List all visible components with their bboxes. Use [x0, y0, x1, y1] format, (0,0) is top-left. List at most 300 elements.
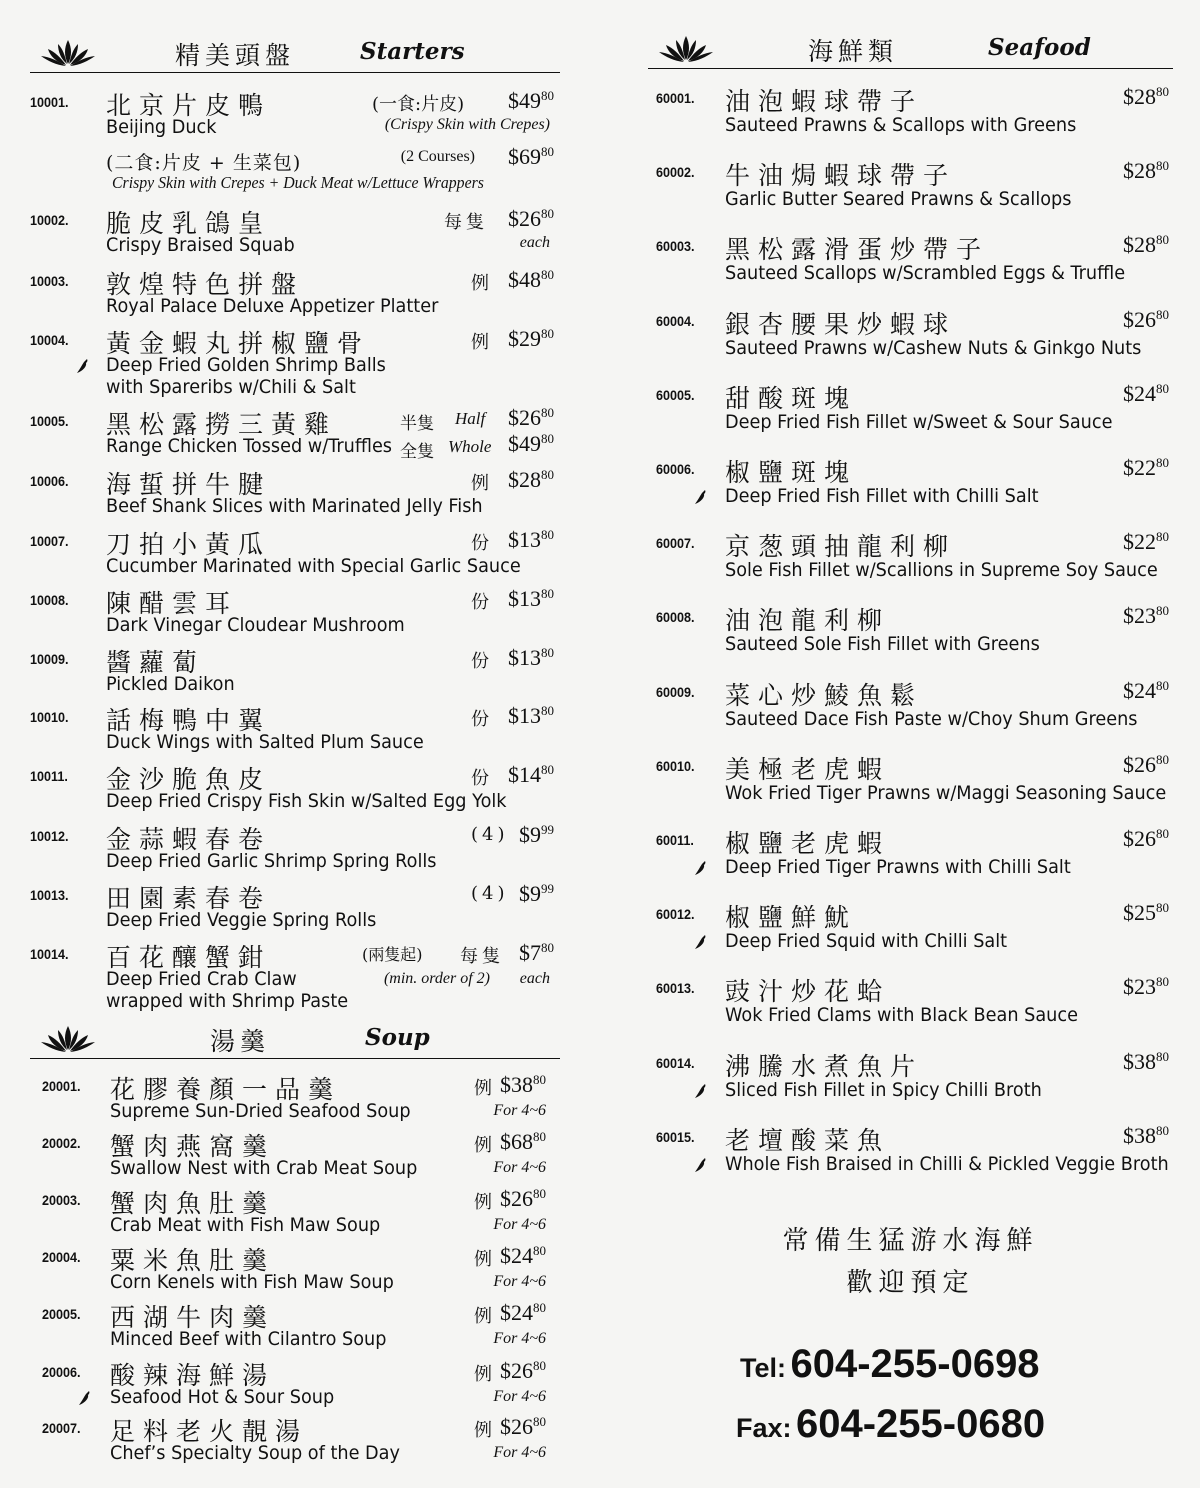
price — [1123, 900, 1169, 926]
price-cents: 80 — [1156, 974, 1169, 990]
item-name-zh: 豉汁炒花蛤 — [725, 977, 891, 1007]
chili-pepper-icon — [694, 1083, 708, 1099]
item-name-zh: 蟹肉燕窩羹 — [110, 1132, 276, 1161]
item-name-zh: 黑松露撈三黃雞 — [106, 410, 338, 439]
price-cents: 80 — [533, 1358, 546, 1373]
seafood-section-header — [648, 30, 1173, 69]
price — [519, 881, 554, 907]
price — [508, 586, 554, 612]
price — [1123, 232, 1169, 258]
price — [1123, 307, 1169, 333]
item-name-en: Deep Fried Garlic Shrimp Spring Rolls — [106, 850, 437, 872]
item-name-zh: 西湖牛肉羹 — [110, 1303, 276, 1332]
item-code: 60002. — [656, 164, 695, 181]
price-dollars: 23 — [1134, 974, 1156, 1000]
currency-symbol: $ — [500, 1072, 511, 1097]
item-code: 20007. — [42, 1420, 81, 1436]
item-name-zh: 敦煌特色拼盤 — [106, 270, 305, 299]
price-cents: 80 — [533, 1300, 546, 1315]
item-name-zh: 老壇酸菜魚 — [725, 1125, 891, 1155]
item-name-en: Wok Fried Tiger Prawns w/Maggi Seasoning Sauce — [725, 781, 1167, 804]
price — [508, 645, 554, 671]
item-name-en: Dark Vinegar Cloudear Mushroom — [106, 614, 405, 636]
price-cents: 80 — [1156, 677, 1169, 693]
item-name-zh: 油泡龍利柳 — [725, 606, 891, 636]
price-unit: 例 — [474, 1078, 492, 1099]
price-unit: 例 — [471, 332, 493, 353]
price-unit-en: Half — [455, 409, 486, 428]
item-name-en: Sauteed Scallops w/Scrambled Eggs & Truffle — [725, 262, 1126, 285]
price-cents: 80 — [533, 1072, 546, 1087]
price-unit: 例 — [471, 273, 493, 294]
price-unit: (4) — [471, 883, 509, 904]
price-cents: 80 — [1156, 380, 1169, 396]
currency-symbol: $ — [1123, 1122, 1134, 1148]
item-name-zh: 話梅鴨中翼 — [106, 706, 272, 735]
price-dollars: 7 — [530, 940, 541, 965]
currency-symbol: $ — [1123, 84, 1134, 109]
item-course-zh: (二食:片皮 + 生菜包) — [106, 152, 302, 174]
currency-symbol: $ — [519, 822, 530, 847]
price — [1123, 752, 1169, 778]
price-dollars: 24 — [511, 1300, 533, 1325]
seafood-title-zh: 海鮮類 — [808, 37, 899, 66]
currency-symbol: $ — [508, 144, 519, 169]
chili-pepper-icon — [76, 358, 90, 374]
price — [508, 405, 554, 431]
price-unit: 全隻 — [400, 442, 434, 462]
currency-symbol: $ — [508, 431, 519, 456]
item-code: 60006. — [656, 461, 695, 477]
item-name-zh: 椒鹽斑塊 — [725, 458, 858, 487]
lotus-icon — [40, 1024, 96, 1058]
item-name-en: Crispy Braised Squab — [106, 234, 295, 256]
price-cents: 80 — [541, 940, 554, 955]
item-name-zh: 甜酸斑塊 — [725, 383, 858, 413]
price-dollars: 28 — [519, 467, 541, 492]
item-name-en: Seafood Hot & Sour Soup — [110, 1386, 335, 1408]
price-note: each — [519, 234, 550, 251]
lotus-icon — [40, 38, 96, 72]
item-code: 20003. — [42, 1192, 81, 1208]
item-name-zh: 百花釀蟹鉗 — [106, 943, 272, 972]
item-name-zh: 醬蘿蔔 — [106, 648, 206, 677]
price-dollars: 26 — [511, 1186, 533, 1211]
price — [519, 822, 554, 848]
item-name-en: Deep Fried Fish Fillet with Chilli Salt — [725, 485, 1039, 507]
item-name-en: Sauteed Dace Fish Paste w/Choy Shum Greens — [725, 707, 1138, 730]
starters-title-zh: 精美頭盤 — [175, 41, 296, 70]
price — [500, 1072, 546, 1098]
currency-symbol: $ — [1123, 603, 1134, 629]
price-cents: 80 — [1156, 455, 1169, 470]
item-code: 20006. — [42, 1364, 81, 1380]
price-dollars: 13 — [519, 527, 541, 552]
item-code: 20002. — [42, 1135, 81, 1151]
item-name-zh: 花膠養顏一品羹 — [110, 1075, 342, 1104]
price-cents: 80 — [541, 762, 554, 777]
currency-symbol: $ — [500, 1129, 511, 1154]
price-unit: 例 — [474, 1306, 492, 1327]
price-cents: 80 — [541, 326, 554, 341]
item-code: 10011. — [30, 768, 68, 784]
price-cents: 80 — [1156, 826, 1169, 841]
item-name-zh: 椒鹽老虎蝦 — [725, 829, 891, 858]
price-unit: 例 — [471, 473, 493, 494]
item-name-en: Chef’s Specialty Soup of the Day — [110, 1442, 400, 1464]
item-code: 10013. — [30, 887, 69, 903]
item-name-zh: 金蒜蝦春卷 — [106, 825, 272, 854]
price-cents: 80 — [1156, 603, 1169, 619]
item-code: 60004. — [656, 312, 695, 329]
currency-symbol: $ — [1123, 826, 1134, 851]
currency-symbol: $ — [1123, 306, 1134, 332]
price-dollars: 13 — [519, 703, 541, 728]
price-cents: 80 — [1156, 1048, 1169, 1064]
price-cents: 80 — [1156, 84, 1169, 99]
currency-symbol: $ — [1123, 232, 1134, 258]
currency-symbol: $ — [1123, 900, 1134, 926]
price-cents: 80 — [533, 1129, 546, 1144]
price-cents: 80 — [541, 267, 554, 282]
currency-symbol: $ — [1123, 380, 1134, 406]
currency-symbol: $ — [500, 1414, 511, 1439]
price — [508, 467, 554, 493]
item-name-en: Whole Fish Braised in Chilli & Pickled Veggie Broth — [725, 1152, 1169, 1175]
currency-symbol: $ — [1123, 677, 1134, 703]
price — [1123, 826, 1169, 852]
price-cents: 80 — [1156, 232, 1169, 248]
item-name-en: Sauteed Prawns w/Cashew Nuts & Ginkgo Nuts — [725, 336, 1142, 359]
price-unit: 例 — [474, 1192, 492, 1213]
item-name-en: Sauteed Sole Fish Fillet with Greens — [725, 633, 1040, 656]
currency-symbol: $ — [1123, 529, 1134, 555]
seafood-title-en: Seafood — [988, 34, 1091, 61]
price-dollars: 29 — [519, 326, 541, 351]
starters-title-en: Starters — [360, 38, 465, 65]
serving-note: For 4~6 — [493, 1159, 546, 1176]
item-code: 60007. — [656, 535, 695, 552]
item-name-en: Sliced Fish Fillet in Spicy Chilli Broth — [725, 1078, 1042, 1101]
item-code: 20001. — [42, 1078, 81, 1094]
price-dollars: 26 — [519, 405, 541, 430]
price-dollars: 26 — [1134, 751, 1156, 777]
price — [1123, 974, 1169, 1000]
item-name-en: Royal Palace Deluxe Appetizer Platter — [106, 295, 439, 317]
currency-symbol: $ — [1123, 158, 1134, 184]
item-name-zh: 京葱頭抽龍利柳 — [725, 532, 957, 562]
price — [500, 1243, 546, 1269]
price — [1123, 158, 1169, 184]
item-name-zh: 田園素春卷 — [106, 884, 272, 913]
live-seafood-banner: 常備生猛游水海鮮 — [782, 1226, 1039, 1256]
item-code: 10010. — [30, 709, 69, 725]
currency-symbol: $ — [500, 1186, 511, 1211]
currency-symbol: $ — [500, 1243, 511, 1268]
price-unit: 每隻 — [460, 946, 504, 967]
price-dollars: 24 — [1134, 677, 1156, 703]
price-cents: 80 — [1156, 900, 1169, 916]
fax-number: 604-255-0680 — [795, 1402, 1046, 1446]
item-code: 60011. — [656, 832, 694, 848]
price — [500, 1358, 546, 1384]
price-note: (Crispy Skin with Crepes) — [384, 116, 550, 133]
price-cents: 80 — [541, 405, 554, 420]
price-cents: 80 — [541, 703, 554, 718]
telephone — [740, 1342, 1040, 1387]
item-name-zh: 牛油焗蝦球帶子 — [725, 161, 957, 191]
currency-symbol: $ — [508, 645, 519, 670]
min-order-note: (min. order of 2) — [383, 970, 490, 987]
item-code: 10001. — [30, 94, 69, 110]
tel-number: 604-255-0698 — [790, 1342, 1040, 1386]
item-code: 10003. — [30, 273, 69, 289]
currency-symbol: $ — [508, 762, 519, 787]
currency-symbol: $ — [500, 1300, 511, 1325]
item-name-zh: 沸騰水煮魚片 — [725, 1051, 924, 1081]
price-2 — [508, 431, 554, 457]
item-name-zh: 刀拍小黃瓜 — [106, 530, 272, 559]
currency-symbol: $ — [1123, 974, 1134, 1000]
item-code: 10008. — [30, 592, 69, 608]
price — [508, 206, 554, 232]
item-code: 60003. — [656, 238, 695, 255]
currency-symbol: $ — [508, 527, 519, 552]
price-dollars: 48 — [519, 267, 541, 292]
price-unit: 份 — [471, 768, 493, 789]
item-name-zh: 足料老火靚湯 — [110, 1417, 309, 1446]
currency-symbol: $ — [508, 405, 519, 430]
price-dollars: 26 — [519, 206, 541, 231]
item-name-en: Beef Shank Slices with Marinated Jelly Fish — [106, 495, 483, 517]
price-dollars: 69 — [519, 144, 541, 169]
item-code: 60015. — [656, 1128, 695, 1145]
price-cents: 99 — [541, 822, 554, 837]
price-cents: 80 — [1156, 1122, 1169, 1138]
currency-symbol: $ — [508, 267, 519, 292]
item-course-en: Crispy Skin with Crepes + Duck Meat w/Lettuce Wrappers — [112, 173, 484, 192]
item-name-zh: 美極老虎蝦 — [725, 754, 891, 784]
price-cents: 80 — [541, 467, 554, 482]
item-name-en: Deep Fried Crispy Fish Skin w/Salted Egg Yolk — [106, 790, 507, 812]
item-code: 10004. — [30, 332, 69, 348]
price-unit: 份 — [471, 533, 493, 554]
item-name-zh: 黃金蝦丸拼椒鹽骨 — [106, 329, 371, 358]
price — [1123, 603, 1169, 629]
price-unit: (一食:片皮) — [372, 94, 465, 115]
price — [519, 940, 554, 966]
price — [508, 762, 554, 788]
price-dollars: 49 — [519, 431, 541, 456]
price-unit: (2 Courses) — [400, 148, 475, 165]
soup-section-header — [30, 1020, 560, 1059]
price-cents: 80 — [541, 88, 554, 103]
price-dollars: 26 — [1134, 306, 1156, 332]
price-cents: 80 — [541, 527, 554, 542]
price-dollars: 22 — [1134, 455, 1156, 480]
price-unit-en: Whole — [448, 437, 492, 456]
currency-symbol: $ — [508, 326, 519, 351]
price-dollars: 26 — [1134, 826, 1156, 851]
price-cents: 80 — [541, 144, 554, 159]
price-cents: 80 — [1156, 529, 1169, 545]
item-name-en: Sole Fish Fillet w/Scallions in Supreme Soy Sauce — [725, 559, 1158, 582]
item-code: 20005. — [42, 1306, 81, 1322]
item-code: 10014. — [30, 946, 69, 962]
price-dollars: 23 — [1134, 603, 1156, 629]
item-name-en-line2: wrapped with Shrimp Paste — [106, 990, 349, 1012]
item-name-en: Pickled Daikon — [106, 673, 235, 695]
price-cents: 80 — [533, 1243, 546, 1258]
price-dollars: 9 — [530, 822, 541, 847]
item-name-en: Garlic Butter Seared Prawns & Scallops — [725, 188, 1072, 211]
fax-label: Fax: — [736, 1413, 792, 1443]
lotus-icon — [658, 34, 714, 68]
item-code: 60014. — [656, 1054, 695, 1071]
item-code: 60001. — [656, 90, 695, 106]
item-code: 20004. — [42, 1249, 81, 1265]
price-cents: 80 — [541, 431, 554, 446]
price — [1123, 529, 1169, 555]
price — [1123, 1049, 1169, 1075]
price-cents: 99 — [541, 881, 554, 896]
price — [508, 527, 554, 553]
price-dollars: 38 — [1134, 1048, 1156, 1074]
price-unit: 份 — [471, 651, 493, 672]
currency-symbol: $ — [508, 586, 519, 611]
item-name-zh: 油泡蝦球帶子 — [725, 87, 924, 116]
price-note: each — [519, 970, 550, 987]
item-code: 60009. — [656, 683, 695, 700]
fax — [736, 1402, 1045, 1447]
serving-note: For 4~6 — [493, 1273, 546, 1290]
price-dollars: 9 — [530, 881, 541, 906]
soup-title-zh: 湯羹 — [210, 1027, 271, 1056]
chili-pepper-icon — [694, 860, 708, 876]
item-code: 60008. — [656, 609, 695, 626]
price-dollars: 13 — [519, 586, 541, 611]
price — [508, 88, 554, 114]
price-dollars: 68 — [511, 1129, 533, 1154]
price-dollars: 26 — [511, 1414, 533, 1439]
item-name-en: Cucumber Marinated with Special Garlic Sauce — [106, 555, 521, 577]
price — [1123, 678, 1169, 704]
item-name-en: Range Chicken Tossed w/Truffles — [106, 435, 393, 457]
price-unit: 半隻 — [400, 414, 434, 434]
price — [508, 703, 554, 729]
item-name-en: Deep Fried Squid with Chilli Salt — [725, 930, 1008, 953]
item-name-zh: 脆皮乳鴿皇 — [106, 209, 272, 238]
price-unit: 例 — [474, 1364, 492, 1385]
item-name-zh: 北京片皮鴨 — [106, 91, 272, 120]
item-name-en: Crab Meat with Fish Maw Soup — [110, 1214, 381, 1236]
currency-symbol: $ — [1123, 455, 1134, 480]
item-name-en: Supreme Sun-Dried Seafood Soup — [110, 1100, 411, 1122]
starters-section-header — [30, 34, 560, 73]
currency-symbol: $ — [508, 703, 519, 728]
item-name-en: Swallow Nest with Crab Meat Soup — [110, 1157, 418, 1179]
tel-label: Tel: — [740, 1353, 786, 1383]
chili-pepper-icon — [78, 1390, 92, 1406]
price-dollars: 38 — [511, 1072, 533, 1097]
price-cents: 80 — [533, 1414, 546, 1429]
price-unit: 份 — [471, 709, 493, 730]
price-dollars: 49 — [519, 88, 541, 113]
serving-note: For 4~6 — [493, 1216, 546, 1233]
price — [508, 267, 554, 293]
serving-note: For 4~6 — [493, 1388, 546, 1405]
price-dollars: 25 — [1134, 900, 1156, 926]
price — [1123, 381, 1169, 407]
chili-pepper-icon — [694, 489, 708, 505]
price-unit: 份 — [471, 592, 493, 613]
currency-symbol: $ — [500, 1358, 511, 1383]
item-name-zh: 菜心炒鯪魚鬆 — [725, 680, 924, 710]
price-cents: 80 — [1156, 751, 1169, 767]
item-name-zh: 陳醋雲耳 — [106, 589, 239, 618]
chili-pepper-icon — [694, 934, 708, 950]
price-unit: 例 — [474, 1249, 492, 1270]
chili-pepper-icon — [694, 1157, 708, 1173]
price-dollars: 24 — [511, 1243, 533, 1268]
item-code: 10007. — [30, 533, 69, 549]
item-name-zh: 銀杏腰果炒蝦球 — [725, 309, 957, 339]
price-unit: 例 — [474, 1135, 492, 1156]
price-cents: 80 — [1156, 306, 1169, 322]
item-name-zh: 黑松露滑蛋炒帶子 — [725, 235, 990, 265]
item-code: 60012. — [656, 906, 695, 923]
price — [1123, 84, 1169, 110]
serving-note: For 4~6 — [493, 1330, 546, 1347]
item-name-en: Beijing Duck — [106, 116, 217, 138]
item-code: 10006. — [30, 473, 69, 489]
item-code: 10012. — [30, 828, 69, 844]
item-code: 60013. — [656, 980, 695, 997]
price-cents: 80 — [541, 645, 554, 660]
price — [508, 326, 554, 352]
price — [1123, 1123, 1169, 1149]
currency-symbol: $ — [508, 206, 519, 231]
item-name-zh: 粟米魚肚羹 — [110, 1246, 276, 1275]
item-name-zh: 蟹肉魚肚羹 — [110, 1189, 276, 1218]
price — [500, 1414, 546, 1440]
item-name-en: Duck Wings with Salted Plum Sauce — [106, 731, 424, 753]
item-name-en: Deep Fried Fish Fillet w/Sweet & Sour Sauce — [725, 410, 1113, 433]
price-2 — [508, 144, 554, 170]
price-unit: 每隻 — [444, 212, 488, 233]
item-code: 60010. — [656, 757, 695, 774]
currency-symbol: $ — [508, 88, 519, 113]
price-dollars: 14 — [519, 762, 541, 787]
soup-title-en: Soup — [365, 1024, 430, 1051]
serving-note: For 4~6 — [493, 1102, 546, 1119]
price-cents: 80 — [1156, 158, 1169, 174]
item-name-en: Deep Fried Veggie Spring Rolls — [106, 909, 377, 931]
price-dollars: 28 — [1134, 158, 1156, 184]
item-code: 60005. — [656, 386, 695, 403]
price-dollars: 24 — [1134, 380, 1156, 406]
reservation-banner: 歡迎預定 — [846, 1268, 975, 1298]
item-name-zh: 海蜇拼牛腱 — [106, 470, 272, 499]
price — [500, 1129, 546, 1155]
item-name-en-line2: with Spareribs w/Chili & Salt — [106, 376, 356, 398]
item-code: 10002. — [30, 212, 69, 228]
price-dollars: 13 — [519, 645, 541, 670]
item-name-en: Deep Fried Golden Shrimp Balls — [106, 354, 386, 376]
price-dollars: 38 — [1134, 1122, 1156, 1148]
item-name-en: Corn Kenels with Fish Maw Soup — [110, 1271, 394, 1293]
price-dollars: 22 — [1134, 529, 1156, 555]
